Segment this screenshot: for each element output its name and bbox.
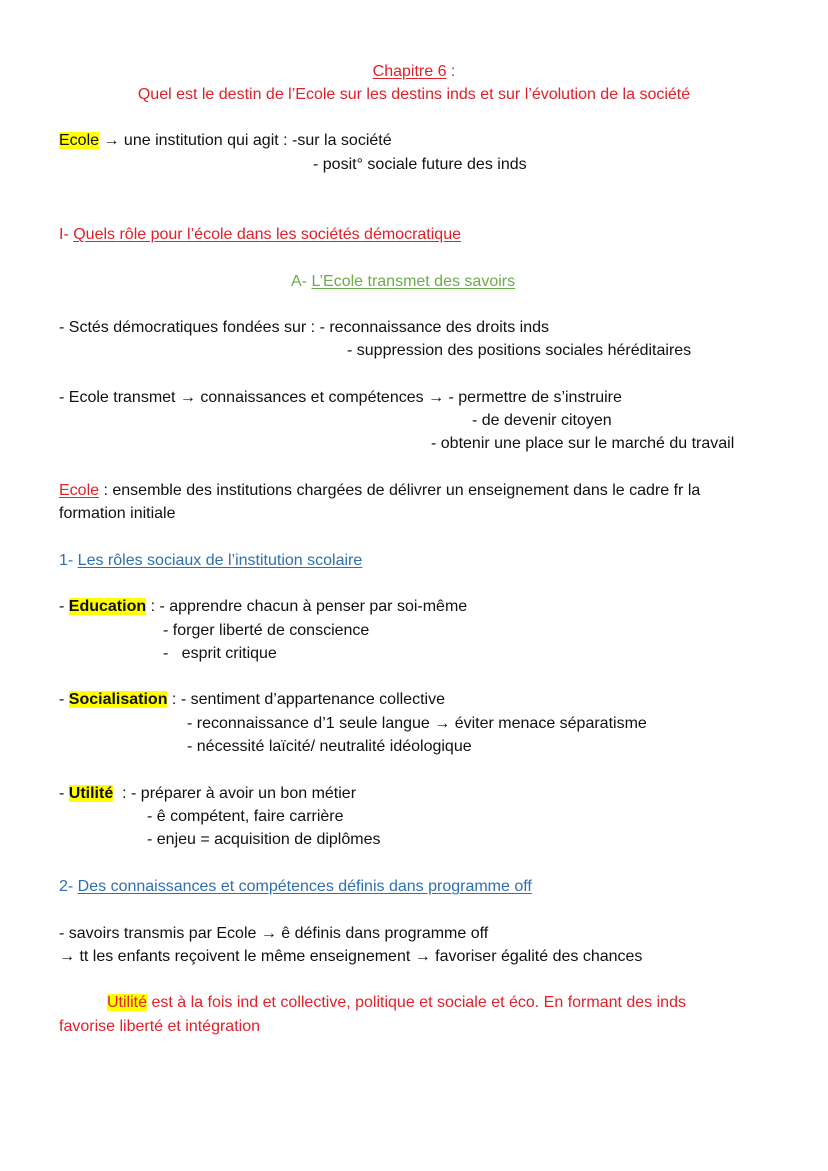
education-line-1 bbox=[59, 597, 467, 617]
transmet-line-2: - de devenir citoyen bbox=[472, 412, 612, 429]
socialisation-text: : - sentiment d’appartenance collective bbox=[167, 691, 445, 708]
programme-line-1: - savoirs transmis par Ecole → ê définis dans programme off bbox=[59, 925, 489, 942]
intro-line-2: - posit° sociale future des inds bbox=[313, 156, 527, 173]
section-a-number: A- bbox=[291, 273, 312, 290]
education-term: Education bbox=[68, 598, 147, 615]
part-1-title: Quels rôle pour l’école dans les sociétés démocratique bbox=[73, 226, 461, 243]
sctes-line-1: - Sctés démocratiques fondées sur : - reconnaissance des droits inds bbox=[59, 319, 550, 336]
utilite-text: : - préparer à avoir un bon métier bbox=[113, 785, 357, 802]
socialisation-line-1 bbox=[59, 690, 445, 710]
definition-line-2: formation initiale bbox=[59, 505, 176, 522]
chapter-colon: : bbox=[446, 63, 456, 80]
intro-line bbox=[59, 131, 392, 151]
section-a-heading bbox=[291, 272, 515, 292]
subsection-2-heading bbox=[59, 877, 532, 897]
conclusion-text: est à la fois ind et collective, politique et sociale et éco. En formant des inds bbox=[147, 994, 686, 1011]
chapter-title: Chapitre 6 bbox=[372, 63, 447, 80]
programme-line-2: → tt les enfants reçoivent le même enseignement → favoriser égalité des chances bbox=[59, 948, 643, 965]
transmet-line-3: - obtenir une place sur le marché du travail bbox=[431, 435, 735, 452]
utilite-line-3: - enjeu = acquisition de diplômes bbox=[147, 831, 381, 848]
socialisation-line-2: - reconnaissance d’1 seule langue → éviter menace séparatisme bbox=[187, 715, 647, 732]
socialisation-dash: - bbox=[59, 691, 69, 708]
subsection-2-title: Des connaissances et compétences définis dans programme off bbox=[77, 878, 532, 895]
subsection-1-heading bbox=[59, 551, 362, 571]
subsection-1-title: Les rôles sociaux de l’institution scolaire bbox=[77, 552, 363, 569]
sctes-line-2: - suppression des positions sociales héréditaires bbox=[347, 342, 692, 359]
chapter-heading bbox=[0, 62, 828, 82]
conclusion-line-2: favorise liberté et intégration bbox=[59, 1018, 260, 1035]
conclusion-term: Utilité bbox=[107, 994, 148, 1011]
subsection-2-number: 2- bbox=[59, 878, 78, 895]
intro-term: Ecole bbox=[59, 132, 100, 149]
education-text: : - apprendre chacun à penser par soi-même bbox=[146, 598, 468, 615]
socialisation-term: Socialisation bbox=[68, 691, 168, 708]
education-line-2: - forger liberté de conscience bbox=[163, 622, 370, 639]
socialisation-line-3: - nécessité laïcité/ neutralité idéologique bbox=[187, 738, 472, 755]
section-a-title: L’Ecole transmet des savoirs bbox=[311, 273, 516, 290]
utilite-line-1 bbox=[59, 784, 356, 804]
definition-text: : ensemble des institutions chargées de délivrer un enseignement dans le cadre fr la bbox=[99, 482, 701, 499]
utilite-line-2: - ê compétent, faire carrière bbox=[147, 808, 344, 825]
transmet-line-1: - Ecole transmet → connaissances et compétences → - permettre de s’instruire bbox=[59, 389, 622, 406]
intro-text: → une institution qui agit : -sur la société bbox=[99, 132, 392, 149]
subsection-1-number: 1- bbox=[59, 552, 78, 569]
definition-term: Ecole bbox=[59, 482, 100, 499]
chapter-question: Quel est le destin de l’Ecole sur les destins inds et sur l’évolution de la société bbox=[137, 86, 691, 103]
part-1-number: I- bbox=[59, 226, 74, 243]
conclusion-line-1 bbox=[107, 993, 686, 1013]
part-1-heading bbox=[59, 225, 461, 245]
utilite-term: Utilité bbox=[68, 785, 114, 802]
utilite-dash: - bbox=[59, 785, 69, 802]
definition-line-1 bbox=[59, 481, 700, 501]
education-dash: - bbox=[59, 598, 69, 615]
education-line-3: - esprit critique bbox=[163, 645, 277, 662]
